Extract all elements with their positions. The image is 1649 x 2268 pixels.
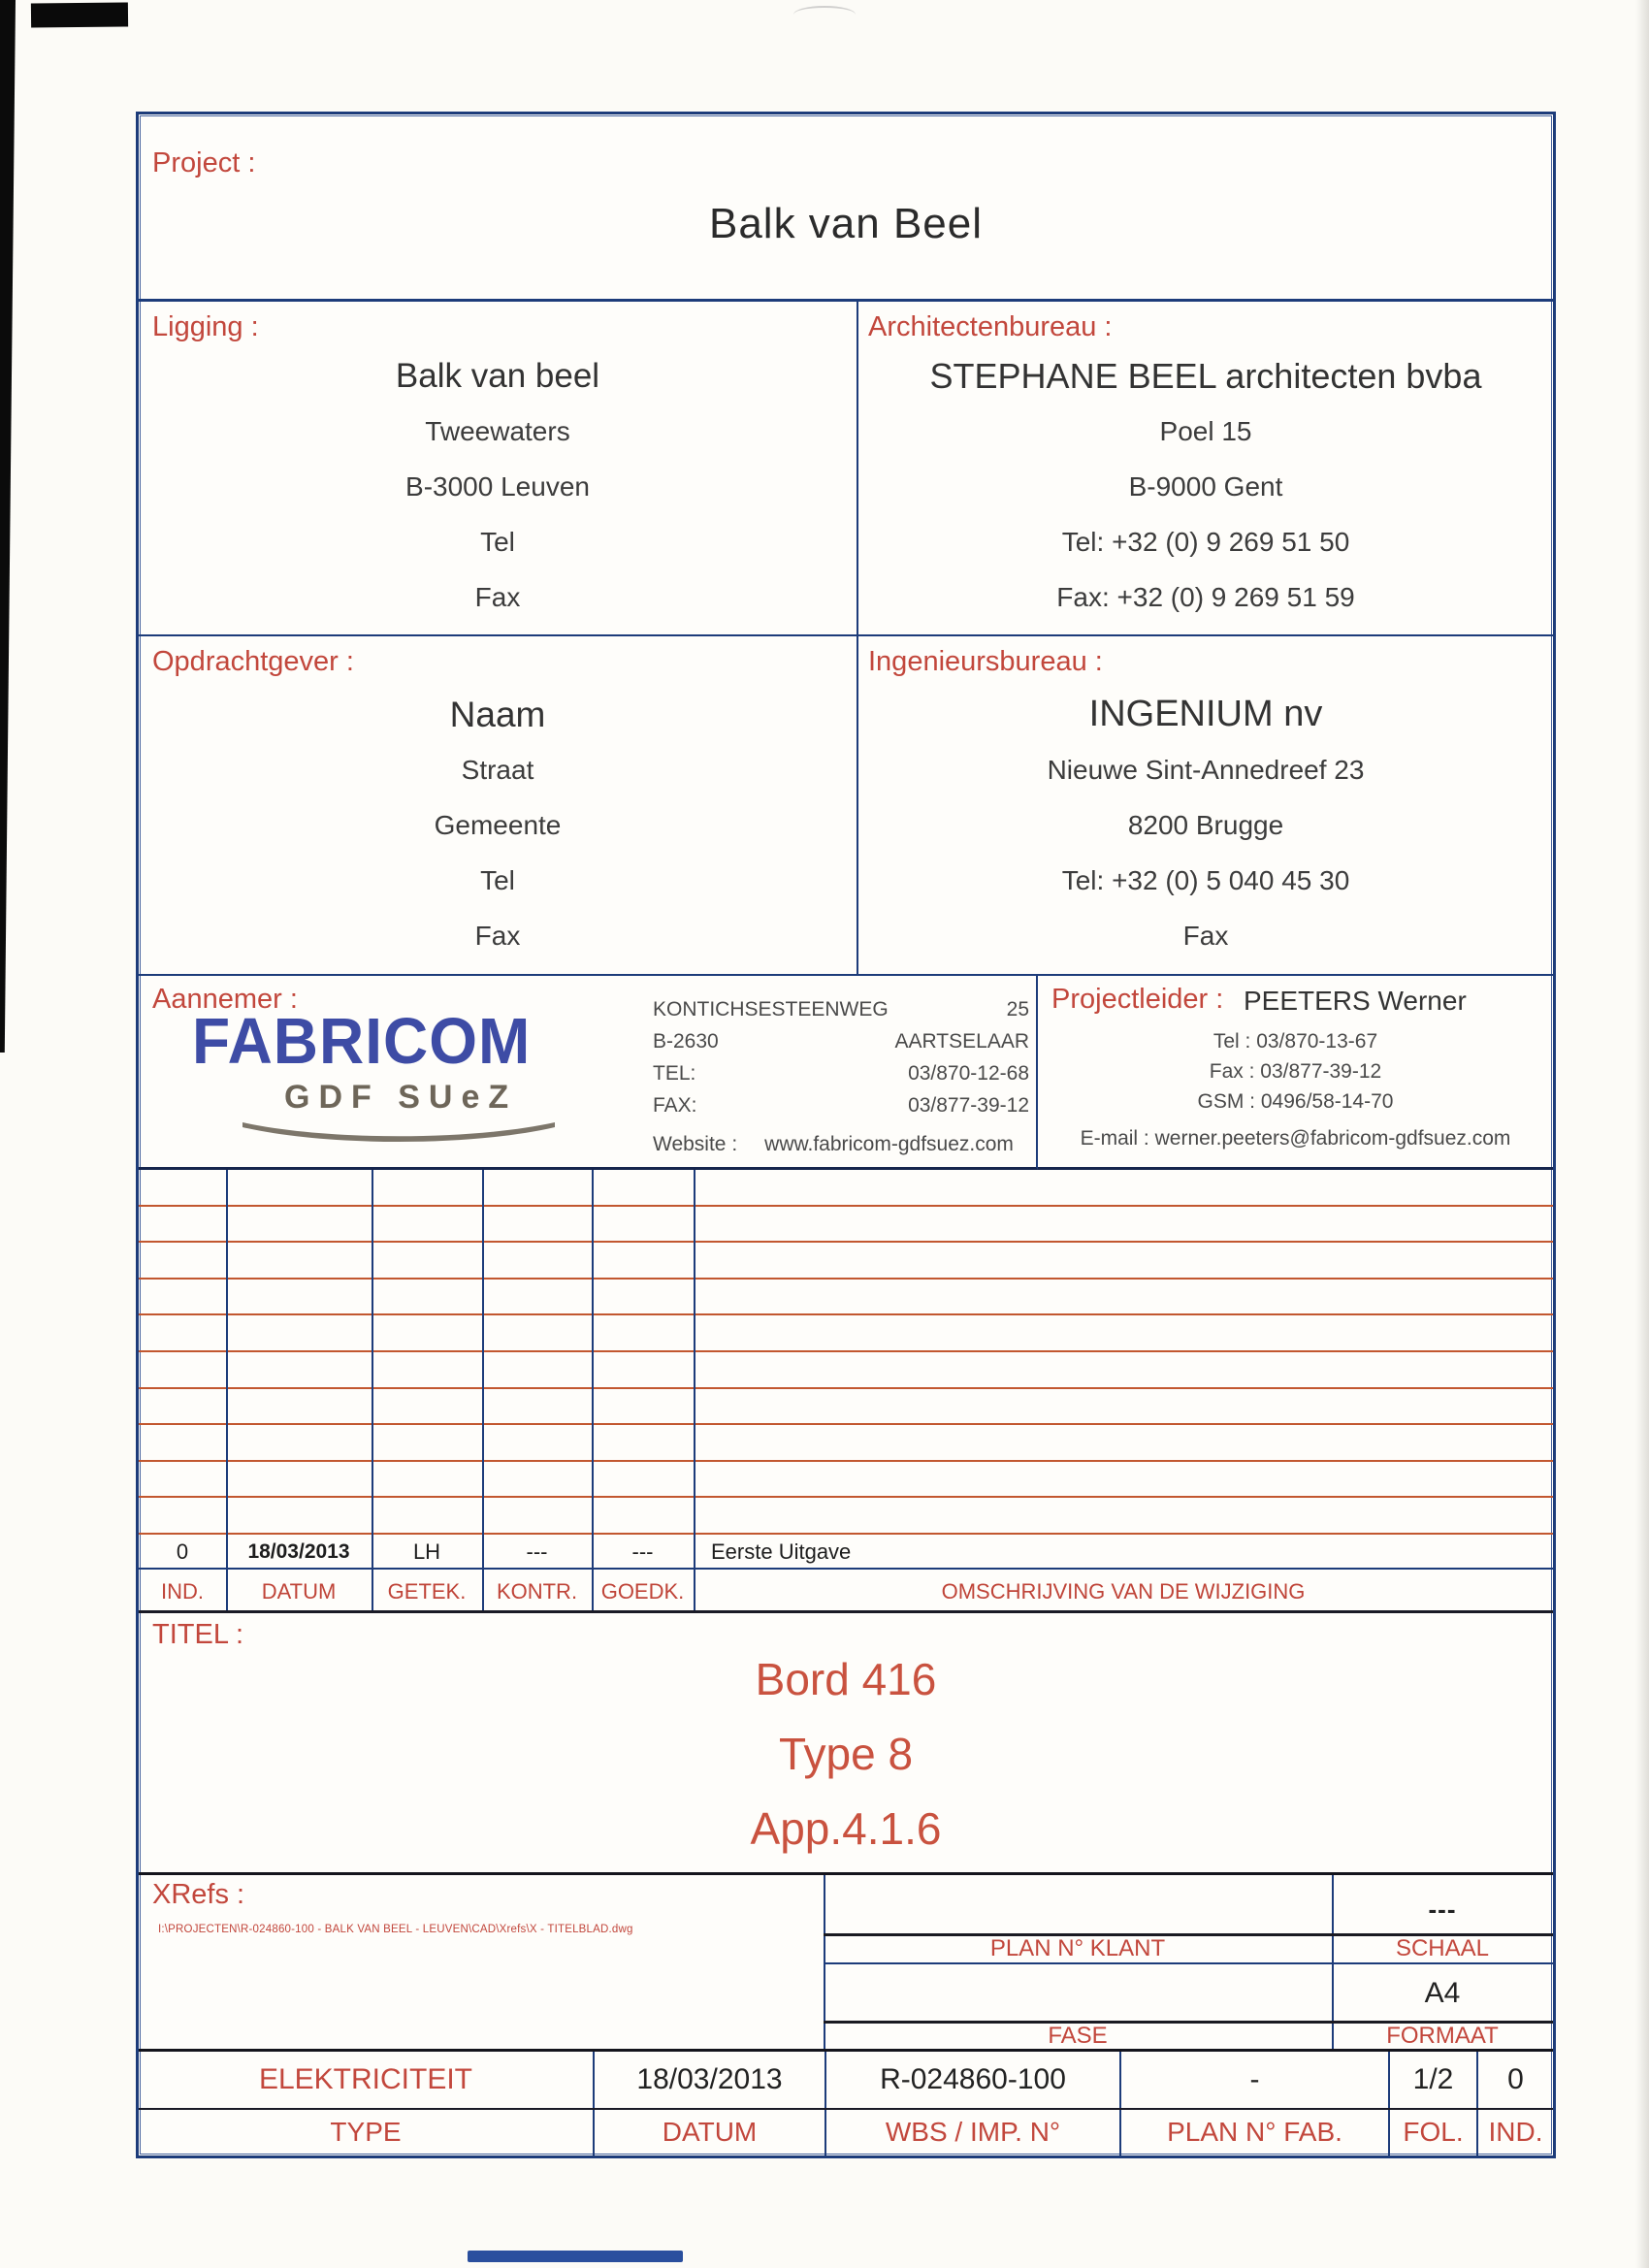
header-ind: IND. [161, 1579, 204, 1604]
footer-datum-value: 18/03/2013 [595, 2052, 826, 2108]
revision-empty-rows [139, 1170, 1553, 1535]
ligging-label: Ligging : [152, 311, 259, 342]
gdf-suez-logo: GDF SUeZ [284, 1079, 518, 1116]
contact-row [653, 1057, 1029, 1089]
ligging-tel: Tel [480, 527, 515, 557]
opdrachtgever-fax: Fax [474, 921, 521, 951]
revision-empty-row [139, 1315, 1553, 1352]
xrefs-path: I:\PROJECTEN\R-024860-100 - BALK VAN BEEL - LEUVEN\CAD\Xrefs\X - TITELBLAD.dwg [158, 1924, 633, 1935]
footer-table [139, 2052, 1553, 2155]
titel-lines [139, 1642, 1553, 1866]
opdrachtgever-city: Gemeente [434, 810, 562, 840]
plan-klant-label: PLAN N° KLANT [989, 1935, 1166, 1961]
scan-edge-artifact [31, 2, 128, 27]
ingenieur-tel: Tel: +32 (0) 5 040 45 30 [1061, 865, 1350, 895]
revision-empty-row [139, 1280, 1553, 1316]
revision-table [139, 1170, 1553, 1613]
architect-lines [858, 348, 1553, 625]
ingenieur-street: Nieuwe Sint-Annedreef 23 [1047, 755, 1365, 785]
projectleider-label: Projectleider : [1051, 984, 1224, 1015]
titel-section [139, 1613, 1553, 1875]
ingenieur-lines [858, 687, 1553, 963]
opdrachtgever-label: Opdrachtgever : [152, 646, 354, 677]
schaal-value: A4 [1424, 1977, 1461, 2009]
project-section [139, 114, 1553, 302]
projectleider-fax: Fax : 03/877-39-12 [1209, 1060, 1382, 1083]
fase-label: FASE [1048, 2023, 1108, 2049]
revision-empty-row [139, 1243, 1553, 1280]
header-goedk: GOEDK. [600, 1579, 685, 1604]
ligging-city: B-3000 Leuven [405, 471, 590, 502]
revision-ind: 0 [176, 1539, 189, 1564]
aannemer-section [139, 976, 1038, 1170]
footer-planfab-label: PLAN N° FAB. [1121, 2110, 1390, 2155]
contact-row [653, 993, 1029, 1025]
project-label: Project : [152, 147, 256, 178]
header-omschrijving: OMSCHRIJVING VAN DE WIJZIGING [941, 1579, 1306, 1604]
architect-label: Architectenbureau : [868, 311, 1113, 342]
opdrachtgever-lines [139, 687, 857, 963]
titel-line-1: Bord 416 [755, 1654, 937, 1704]
footer-type-value: ELEKTRICITEIT [139, 2052, 595, 2108]
contact-tel-value: 03/870-12-68 [908, 1062, 1029, 1085]
projectleider-section [1038, 976, 1553, 1170]
ingenieur-label: Ingenieursbureau : [868, 646, 1103, 677]
footer-wbs-label: WBS / IMP. N° [826, 2110, 1121, 2155]
ingenieur-fax: Fax [1182, 921, 1229, 951]
aannemer-label: Aannemer : [152, 984, 298, 1015]
footer-type-label: TYPE [139, 2110, 595, 2155]
xrefs-label: XRefs : [152, 1879, 245, 1910]
header-kontr: KONTR. [496, 1579, 578, 1604]
scan-curve-artifact [793, 6, 856, 23]
footer-fol-label: FOL. [1390, 2110, 1478, 2155]
contact-fax-value: 03/877-39-12 [908, 1094, 1029, 1117]
ligging-lines [139, 348, 857, 625]
contact-row [653, 1089, 1029, 1121]
website-label: Website : [653, 1133, 738, 1155]
fabricom-logo: FABRICOM [192, 1004, 532, 1078]
ingenieur-name: INGENIUM nv [1088, 694, 1323, 734]
revision-empty-row [139, 1352, 1553, 1389]
ligging-name: Balk van beel [395, 357, 600, 395]
architect-city: B-9000 Gent [1128, 471, 1283, 502]
revision-empty-row [139, 1425, 1553, 1462]
logo-swoosh-graphic [239, 1121, 559, 1143]
contact-tel-label: TEL: [653, 1062, 696, 1085]
scan-edge-artifact [0, 0, 16, 1053]
ingenieur-section [858, 636, 1553, 976]
contact-website-row [653, 1130, 1029, 1159]
footer-planfab-value: - [1121, 2052, 1390, 2108]
projectleider-name: PEETERS Werner [1244, 986, 1467, 1016]
projectleider-tel: Tel : 03/870-13-67 [1212, 1030, 1378, 1053]
aannemer-contact-block [653, 993, 1029, 1159]
revision-row [139, 1535, 1553, 1570]
footer-ind-label: IND. [1488, 2117, 1543, 2147]
revision-empty-row [139, 1498, 1553, 1535]
titel-line-2: Type 8 [778, 1729, 914, 1779]
opdrachtgever-name: Naam [449, 695, 546, 734]
footer-fol-value: 1/2 [1390, 2052, 1478, 2108]
ingenieur-city: 8200 Brugge [1127, 810, 1284, 840]
titel-line-3: App.4.1.6 [750, 1803, 942, 1854]
scan-blue-artifact [468, 2251, 683, 2262]
architect-name: STEPHANE BEEL architecten bvba [929, 356, 1482, 396]
footer-labels-row [139, 2110, 1553, 2155]
header-datum: DATUM [261, 1579, 337, 1604]
contact-fax-label: FAX: [653, 1094, 697, 1117]
architect-street: Poel 15 [1159, 416, 1252, 446]
contact-row [653, 1025, 1029, 1057]
header-getek: GETEK. [387, 1579, 467, 1604]
xrefs-section [139, 1875, 1553, 2052]
revision-getek: LH [412, 1539, 441, 1564]
ligging-street: Tweewaters [425, 416, 570, 446]
formaat-label: FORMAAT [1386, 2023, 1499, 2049]
architect-fax: Fax: +32 (0) 9 269 51 59 [1056, 582, 1355, 612]
ligging-fax: Fax [474, 582, 521, 612]
revision-omschrijving: Eerste Uitgave [711, 1539, 852, 1564]
revision-kontr: --- [526, 1539, 548, 1564]
projectleider-gsm: GSM : 0496/58-14-70 [1197, 1090, 1394, 1113]
revision-header-row [139, 1570, 1553, 1613]
contact-postcode: B-2630 [653, 1030, 719, 1053]
row-divider [824, 1962, 1553, 1964]
schaal-label: SCHAAL [1395, 1935, 1490, 1961]
contact-street-label: KONTICHSESTEENWEG [653, 998, 889, 1021]
footer-ind-value: 0 [1507, 2063, 1524, 2095]
title-block-frame [136, 112, 1556, 2158]
revision-empty-row [139, 1207, 1553, 1244]
contact-city: AARTSELAAR [894, 1030, 1029, 1053]
projectleider-contact-lines [1038, 1026, 1553, 1117]
scan-paper-edge [1635, 0, 1649, 2268]
opdrachtgever-tel: Tel [480, 865, 515, 895]
opdrachtgever-section [139, 636, 858, 976]
footer-datum-label: DATUM [595, 2110, 826, 2155]
project-title: Balk van Beel [708, 200, 984, 247]
revision-datum: 18/03/2013 [247, 1540, 350, 1563]
website-url: www.fabricom-gdfsuez.com [764, 1133, 1014, 1155]
architect-section [858, 302, 1553, 636]
contact-street-number: 25 [1006, 998, 1029, 1021]
revision-empty-row [139, 1389, 1553, 1426]
architect-tel: Tel: +32 (0) 9 269 51 50 [1061, 527, 1350, 557]
titel-label: TITEL : [152, 1619, 243, 1650]
revision-goedk: --- [631, 1539, 654, 1564]
revision-empty-row [139, 1462, 1553, 1499]
projectleider-email: E-mail : werner.peeters@fabricom-gdfsuez.com [1080, 1127, 1511, 1150]
plan-klant-value: --- [1428, 1895, 1457, 1924]
footer-values-row [139, 2052, 1553, 2110]
opdrachtgever-street: Straat [461, 755, 534, 785]
revision-empty-row [139, 1170, 1553, 1207]
ligging-section [139, 302, 858, 636]
footer-wbs-value: R-024860-100 [826, 2052, 1121, 2108]
